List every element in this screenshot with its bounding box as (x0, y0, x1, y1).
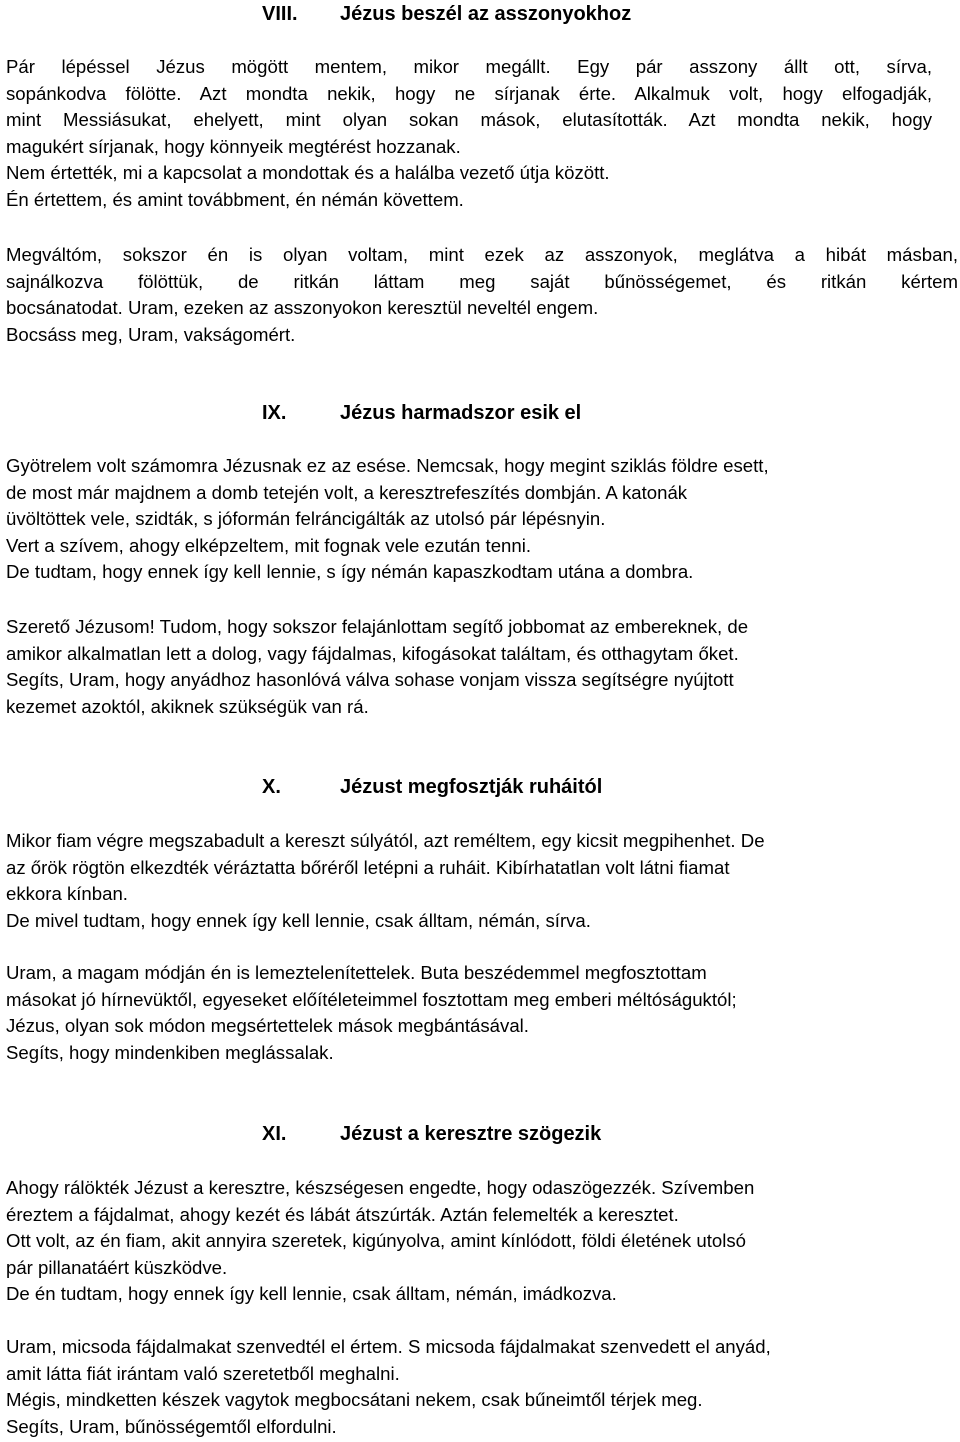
section-heading-xi (262, 1121, 601, 1148)
text-line: Pár lépéssel Jézus mögött mentem, mikor megállt. Egy pár asszony állt ott, sírva, (6, 56, 932, 77)
section-heading-viii (262, 1, 631, 28)
section-title: Jézus beszél az asszonyokhoz (340, 3, 632, 25)
paragraph (6, 1175, 754, 1308)
text-line: Bocsáss meg, Uram, vakságomért. (6, 323, 296, 345)
text-line: Mikor fiam végre megszabadult a kereszt súlyától, azt reméltem, egy kicsit megpihenhet. De (6, 830, 765, 851)
section-number: VIII. (262, 3, 298, 25)
text-line: kezemet azoktól, akiknek szükségük van rá. (6, 695, 369, 717)
text-line: Uram, micsoda fájdalmakat szenvedtél el értem. S micsoda fájdalmakat szenvedett el anyád, (6, 1336, 771, 1357)
text-line: Segíts, Uram, hogy anyádhoz hasonlóvá válva sohase vonjam vissza segítségre nyújtott (6, 669, 734, 691)
paragraph (6, 1334, 771, 1440)
section-number: XI. (262, 1123, 287, 1145)
text-line: éreztem a fájdalmat, ahogy kezét és lábát átszúrták. Aztán felemelték a keresztet. (6, 1203, 679, 1225)
text-line: Jézus, olyan sok módon megsértettelek mások megbántásával. (6, 1015, 529, 1037)
text-line: amikor alkalmatlan lett a dolog, vagy fájdalmas, kifogásokat találtam, és otthagytam őket. (6, 642, 739, 664)
text-line: Uram, a magam módján én is lemeztelenítettelek. Buta beszédemmel megfosztottam (6, 962, 707, 983)
text-line: magukért sírjanak, hogy könnyeik megtérést hozzanak. (6, 135, 461, 157)
paragraph (6, 828, 765, 934)
text-line: Ott volt, az én fiam, akit annyira szeretek, kigúnyolva, amint kínlódott, földi életének utolsó (6, 1230, 746, 1252)
text-line: Szerető Jézusom! Tudom, hogy sokszor felajánlottam segítő jobbomat az embereknek, de (6, 616, 749, 637)
text-line: Vert a szívem, ahogy elképzeltem, mit fognak vele ezután tenni. (6, 534, 532, 556)
text-line: üvöltöttek vele, szidták, s jóformán felráncigálták az utolsó pár lépésnyin. (6, 508, 606, 530)
text-line: sajnálkozva fölöttük, de ritkán láttam meg saját bűnösségemet, és ritkán kértem (6, 270, 958, 292)
text-line: Gyötrelem volt számomra Jézusnak ez az esése. Nemcsak, hogy megint sziklás földre esett, (6, 455, 769, 476)
text-line: bocsánatodat. Uram, ezeken az asszonyokon keresztül neveltél engem. (6, 297, 599, 319)
text-line: mint Messiásukat, ehelyett, mint olyan sokan mások, elutasították. Azt mondta nekik, hogy (6, 109, 932, 131)
paragraph (6, 614, 748, 720)
text-line: Segíts, hogy mindenkiben meglássalak. (6, 1041, 334, 1063)
text-line: De tudtam, hogy ennek így kell lennie, s így némán kapaszkodtam utána a dombra. (6, 561, 694, 583)
paragraph (6, 242, 958, 348)
text-line: Én értettem, és amint továbbment, én némán követtem. (6, 188, 464, 210)
section-number: IX. (262, 402, 287, 424)
text-line: Nem értették, mi a kapcsolat a mondottak és a halálba vezető útja között. (6, 162, 610, 184)
text-line: pár pillanatáért küszködve. (6, 1256, 228, 1278)
paragraph (6, 453, 769, 586)
section-number: X. (262, 776, 281, 798)
text-line: Segíts, Uram, bűnösségemtől elfordulni. (6, 1415, 337, 1437)
text-line: amit látta fiát irántam való szeretetből meghalni. (6, 1362, 400, 1384)
text-line: de most már majdnem a domb tetején volt, a keresztrefeszítés dombján. A katonák (6, 481, 688, 503)
text-line: De én tudtam, hogy ennek így kell lennie, csak álltam, némán, imádkozva. (6, 1283, 617, 1305)
section-heading-x (262, 774, 602, 801)
text-line: másokat jó hírnevüktől, egyeseket előítéleteimmel fosztottam meg emberi méltóságuktól; (6, 988, 737, 1010)
paragraph (6, 960, 737, 1066)
text-line: De mivel tudtam, hogy ennek így kell lennie, csak álltam, némán, sírva. (6, 909, 591, 931)
text-line: ekkora kínban. (6, 883, 128, 905)
section-title: Jézust megfosztják ruháitól (340, 776, 603, 798)
section-heading-ix (262, 400, 581, 427)
text-line: Mégis, mindketten készek vagytok megbocsátani nekem, csak bűneimtől térjek meg. (6, 1389, 703, 1411)
text-line: az őrök rögtön elkezdték véráztatta bőréről letépni a ruháit. Kibírhatatlan volt látni fiamat (6, 856, 730, 878)
section-title: Jézust a keresztre szögezik (340, 1123, 602, 1145)
text-line: Megváltóm, sokszor én is olyan voltam, mint ezek az asszonyok, meglátva a hibát másban, (6, 244, 958, 265)
section-title: Jézus harmadszor esik el (340, 402, 582, 424)
text-line: sopánkodva fölötte. Azt mondta nekik, hogy ne sírjanak érte. Alkalmuk volt, hogy elfogadják, (6, 82, 932, 104)
text-line: Ahogy rálökték Jézust a keresztre, készségesen engedte, hogy odaszögezzék. Szívemben (6, 1177, 755, 1198)
paragraph (6, 54, 932, 214)
